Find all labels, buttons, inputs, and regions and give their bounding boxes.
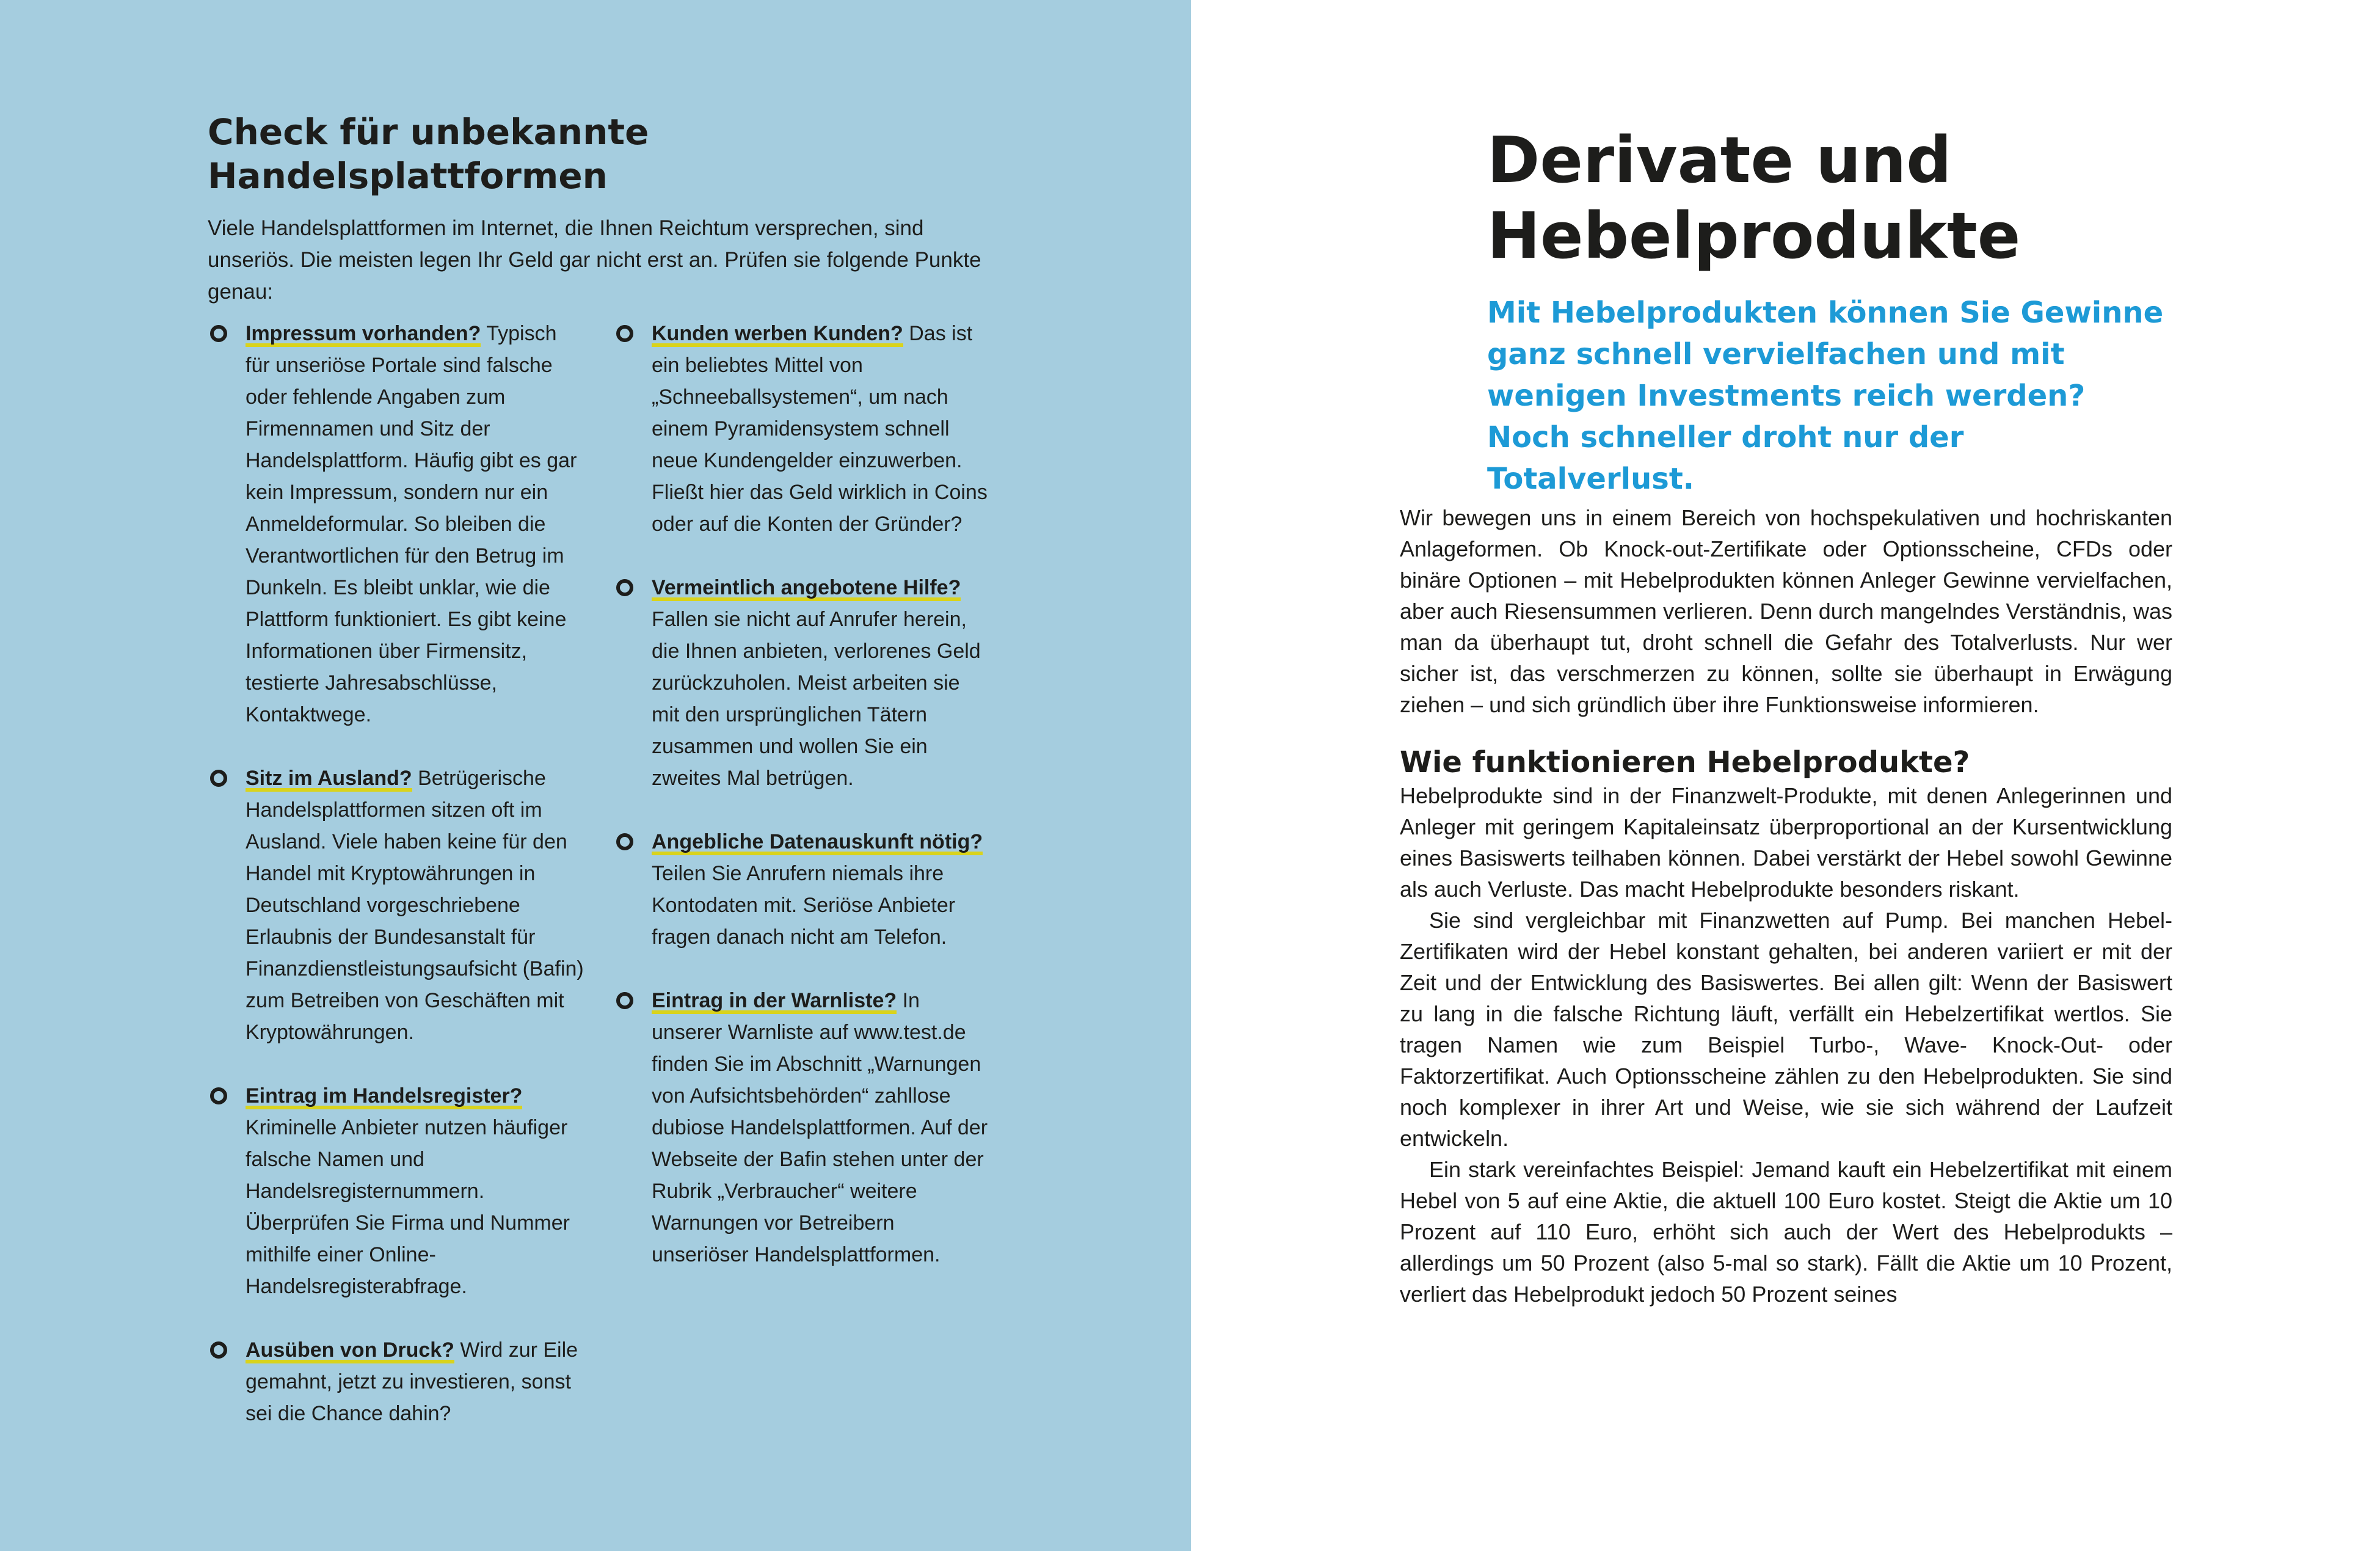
check-item [614, 318, 992, 540]
circle-bullet-icon [210, 770, 227, 787]
check-item-lead: Impressum vorhanden? [246, 322, 481, 347]
check-item-body: In unserer Warnliste auf www.test.de finden Sie im Abschnitt „Warnungen von Aufsichtsbehörden“ zahllose dubiose Handelsplattformen. Auf der Webseite der Bafin stehen unter der Rubrik „Verbraucher“ weitere Warnungen vor Betreibern unseriöser Handelsplattformen. [652, 989, 988, 1266]
check-item [614, 826, 992, 953]
circle-bullet-icon [210, 1341, 227, 1359]
circle-bullet-icon [616, 992, 633, 1009]
check-item-text [652, 572, 992, 794]
check-item-lead: Eintrag im Handelsregister? [246, 1084, 522, 1109]
intro-paragraph: Wir bewegen uns in einem Bereich von hochspekulativen und hochriskanten Anlageformen. Ob Knock-out-Zertifikate oder Optionsscheine, CFDs oder binäre Optionen – mit Hebelprodukten können Anleger Gewinne vervielfachen, aber auch Riesensummen verlieren. Denn durch mangelndes Verständnis, was man da überhaupt tut, droht schnell die Gefahr des Totalverlusts. Nur wer sicher ist, das verschmerzen zu können, sollte sie überhaupt in Erwägung ziehen – und sich gründlich über ihre Funktionsweise informieren. [1400, 505, 2172, 717]
body-paragraph: Sie sind vergleichbar mit Finanzwetten auf Pump. Bei manchen Hebel-Zertifikaten wird der Hebel konstant gehalten, bei anderen variiert er mit der Zeit und der Entwicklung des Basiswertes. Bei allen gilt: Wenn der Basiswert zu lang in die falsche Richtung läuft, verfällt ein Hebelzertifikat wertlos. Sie tragen Namen wie zum Beispiel Turbo-, Wave- Knock-Out- oder Faktorzertifikat. Auch Optionsscheine zählen zu den Hebelprodukten. Sie sind noch komplexer in ihrer Art und Weise, wie sie sich während der Laufzeit entwickeln. [1400, 908, 2172, 1151]
chapter-title [1487, 122, 2281, 274]
check-item-text [652, 318, 992, 540]
check-item-body: Kriminelle Anbieter nutzen häufiger falsche Namen und Handelsregisternummern. Überprüfen Sie Firma und Nummer mithilfe einer Online-Handelsregisterabfrage. [246, 1116, 570, 1298]
check-item-body: Das ist ein beliebtes Mittel von „Schneeballsystemen“, um nach einem Pyramidensystem schnell neue Kundengelder einzuwerben. Fließt hier das Geld wirklich in Coins oder auf die Konten der Gründer? [652, 322, 988, 536]
chapter-teaser: Mit Hebelprodukten können Sie Gewinne ganz schnell vervielfachen und mit wenigen Investments reich werden? Noch schneller droht nur der Totalverlust. [1487, 296, 2164, 496]
check-item-text [652, 826, 992, 953]
check-item-lead: Ausüben von Druck? [246, 1338, 454, 1363]
box-intro: Viele Handelsplattformen im Internet, die Ihnen Reichtum versprechen, sind unseriös. Die meisten legen Ihr Geld gar nicht erst an. Prüfen sie folgende Punkte genau: [208, 216, 981, 304]
chapter-title-line-2: Hebelprodukte [1487, 199, 2021, 273]
check-item-body: Betrügerische Handelsplattformen sitzen oft im Ausland. Viele haben keine für den Handel mit Kryptowährungen in Deutschland vorgeschriebene Erlaubnis der Bundesanstalt für Finanzdienstleistungsaufsicht (Bafin) zum Betreiben von Geschäften mit Kryptowährungen. [246, 767, 584, 1044]
check-item-text [246, 762, 586, 1048]
box-title: Check für unbekannte Handelsplattformen [208, 111, 649, 197]
body-paragraph: Ein stark vereinfachtes Beispiel: Jemand kauft ein Hebelzertifikat mit einem Hebel von 5 auf eine Aktie, die aktuell 100 Euro kostet. Steigt die Aktie um 10 Prozent auf 110 Euro, erhöht sich auch der Wert des Hebelprodukts – allerdings um 50 Prozent (also 5-mal so stark). Fällt die Aktie um 10 Prozent, verliert das Hebelprodukt jedoch 50 Prozent seines [1400, 1157, 2172, 1307]
circle-bullet-icon [210, 1087, 227, 1104]
check-item-lead: Sitz im Ausland? [246, 767, 412, 792]
circle-bullet-icon [210, 325, 227, 342]
check-item-text [652, 985, 992, 1271]
check-item-lead: Angebliche Datenauskunft nötig? [652, 830, 983, 855]
check-item-lead: Vermeintlich angebotene Hilfe? [652, 576, 961, 601]
check-item [208, 762, 586, 1048]
check-item [208, 318, 586, 731]
body-paragraph: Hebelprodukte sind in der Finanzwelt-Produkte, mit denen Anlegerinnen und Anleger mit geringem Kapitaleinsatz überproportional an der Kursentwicklung eines Basiswerts teilhaben können. Dabei verstärkt der Hebel sowohl Gewinne als auch Verluste. Das macht Hebelprodukte besonders riskant. [1400, 783, 2172, 902]
check-item-text [246, 1334, 586, 1429]
check-item-body: Teilen Sie Anrufern niemals ihre Kontodaten mit. Seriöse Anbieter fragen danach nicht am Telefon. [652, 862, 956, 949]
checklist-column-b [614, 318, 992, 1302]
check-item-lead: Kunden werben Kunden? [652, 322, 903, 347]
check-item [208, 1080, 586, 1302]
chapter-title-line-1: Derivate und [1487, 123, 1952, 197]
circle-bullet-icon [616, 325, 633, 342]
check-item-text [246, 318, 586, 731]
section-heading: Wie funktionieren Hebelprodukte? [1400, 745, 1970, 779]
circle-bullet-icon [616, 579, 633, 596]
checklist-column-a [208, 318, 586, 1461]
check-item [614, 985, 992, 1271]
check-item-body: Fallen sie nicht auf Anrufer herein, die Ihnen anbieten, verlorenes Geld zurückzuholen. Meist arbeiten sie mit den ursprünglichen Tätern zusammen und wollen Sie ein zweites Mal betrügen. [652, 608, 981, 790]
circle-bullet-icon [616, 833, 633, 850]
chapter-page [1191, 0, 2380, 1551]
check-item-body: Wird zur Eile gemahnt, jetzt zu investieren, sonst sei die Chance dahin? [246, 1338, 578, 1425]
check-item [614, 572, 992, 794]
body-text [1400, 502, 2172, 1310]
check-item [208, 1334, 586, 1429]
check-item-lead: Eintrag in der Warnliste? [652, 989, 897, 1014]
check-item-body: Typisch für unseriöse Portale sind falsche oder fehlende Angaben zum Firmennamen und Sitz der Handelsplattform. Häufig gibt es gar kein Impressum, sondern nur ein Anmeldeformular. So bleiben die Verantwortlichen für den Betrug im Dunkeln. Es bleibt unklar, wie die Plattform funktioniert. Es gibt keine Informationen über Firmensitz, testierte Jahresabschlüsse, Kontaktwege. [246, 322, 577, 726]
check-item-text [246, 1080, 586, 1302]
